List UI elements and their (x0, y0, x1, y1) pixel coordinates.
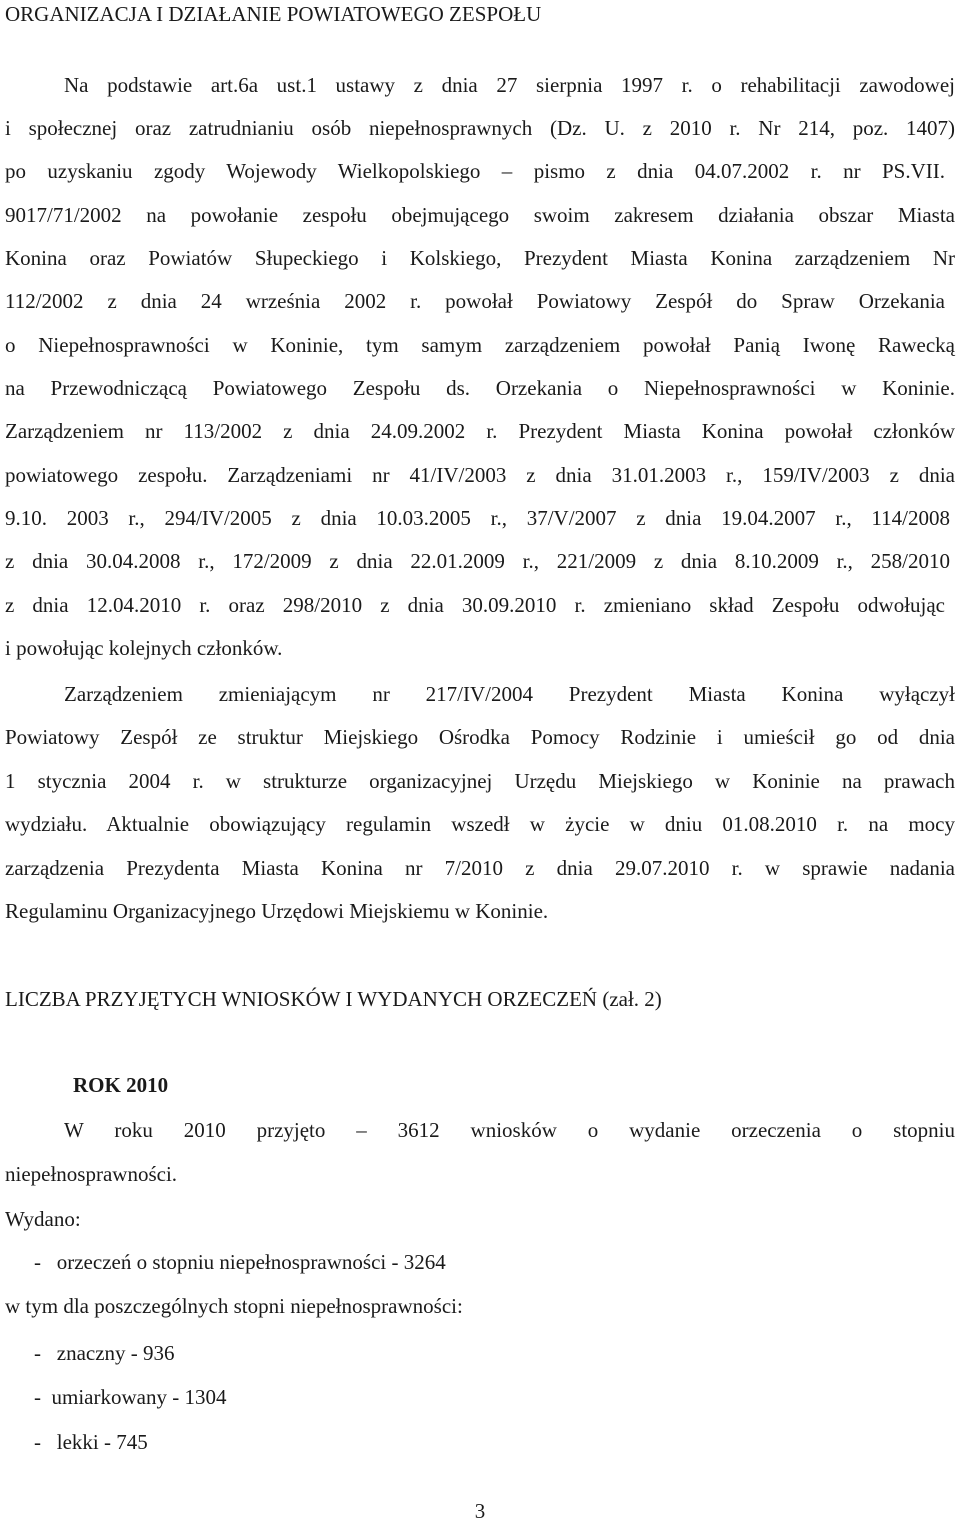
paragraph-line: 112/2002 z dnia 24 września 2002 r. powołał Powiatowy Zespół do Spraw Orzekania (5, 289, 945, 313)
year-heading: ROK 2010 (73, 1073, 169, 1097)
page-number: 3 (474, 1499, 486, 1523)
paragraph-line: na Przewodniczącą Powiatowego Zespołu ds. Orzekania o Niepełnosprawności w Koninie. (5, 376, 955, 400)
paragraph-line: z dnia 12.04.2010 r. oraz 298/2010 z dnia 30.09.2010 r. zmieniano skład Zespołu odwołując (5, 593, 945, 617)
section-heading: LICZBA PRZYJĘTYCH WNIOSKÓW I WYDANYCH ORZECZEŃ (zał. 2) (5, 987, 662, 1011)
paragraph-line: Zarządzeniem zmieniającym nr 217/IV/2004 Prezydent Miasta Konina wyłączył (64, 682, 955, 706)
issued-item: - orzeczeń o stopniu niepełnosprawności - 3264 (34, 1250, 446, 1274)
list-item: - lekki - 745 (34, 1430, 148, 1454)
paragraph-line: z dnia 30.04.2008 r., 172/2009 z dnia 22.01.2009 r., 221/2009 z dnia 8.10.2009 r., 258/2010 (5, 549, 950, 573)
paragraph-line: Konina oraz Powiatów Słupeckiego i Kolskiego, Prezydent Miasta Konina zarządzeniem Nr (5, 246, 955, 270)
document-heading: ORGANIZACJA I DZIAŁANIE POWIATOWEGO ZESPOŁU (5, 2, 542, 26)
paragraph-line: po uzyskaniu zgody Wojewody Wielkopolskiego – pismo z dnia 04.07.2002 r. nr PS.VII. (5, 159, 945, 183)
list-item: - znaczny - 936 (34, 1341, 175, 1365)
paragraph-line: Powiatowy Zespół ze struktur Miejskiego Ośrodka Pomocy Rodzinie i umieścił go od dnia (5, 725, 955, 749)
paragraph-line: i społecznej oraz zatrudnianiu osób niepełnosprawnych (Dz. U. z 2010 r. Nr 214, poz. 1407) (5, 116, 955, 140)
paragraph-line: Regulaminu Organizacyjnego Urzędowi Miejskiemu w Koninie. (5, 899, 549, 923)
paragraph-line: 1 stycznia 2004 r. w strukturze organizacyjnej Urzędu Miejskiego w Koninie na prawach (5, 769, 955, 793)
paragraph-line: 9017/71/2002 na powołanie zespołu obejmującego swoim zakresem działania obszar Miasta (5, 203, 955, 227)
received-line: niepełnosprawności. (5, 1162, 178, 1186)
received-line: W roku 2010 przyjęto – 3612 wniosków o wydanie orzeczenia o stopniu (64, 1118, 955, 1142)
paragraph-line: Na podstawie art.6a ust.1 ustawy z dnia 27 sierpnia 1997 r. o rehabilitacji zawodowej (64, 73, 955, 97)
paragraph-line: i powołując kolejnych członków. (5, 636, 283, 660)
paragraph-line: powiatowego zespołu. Zarządzeniami nr 41/IV/2003 z dnia 31.01.2003 r., 159/IV/2003 z dnia (5, 463, 955, 487)
paragraph-line: 9.10. 2003 r., 294/IV/2005 z dnia 10.03.2005 r., 37/V/2007 z dnia 19.04.2007 r., 114/2008 (5, 506, 950, 530)
paragraph-line: wydziału. Aktualnie obowiązujący regulamin wszedł w życie w dniu 01.08.2010 r. na mocy (5, 812, 955, 836)
list-item: - umiarkowany - 1304 (34, 1385, 227, 1409)
breakdown-label: w tym dla poszczególnych stopni niepełnosprawności: (5, 1294, 463, 1318)
issued-label: Wydano: (5, 1207, 81, 1231)
paragraph-line: Zarządzeniem nr 113/2002 z dnia 24.09.2002 r. Prezydent Miasta Konina powołał członków (5, 419, 955, 443)
paragraph-line: o Niepełnosprawności w Koninie, tym samym zarządzeniem powołał Panią Iwonę Rawecką (5, 333, 955, 357)
paragraph-line: zarządzenia Prezydenta Miasta Konina nr 7/2010 z dnia 29.07.2010 r. w sprawie nadania (5, 856, 955, 880)
